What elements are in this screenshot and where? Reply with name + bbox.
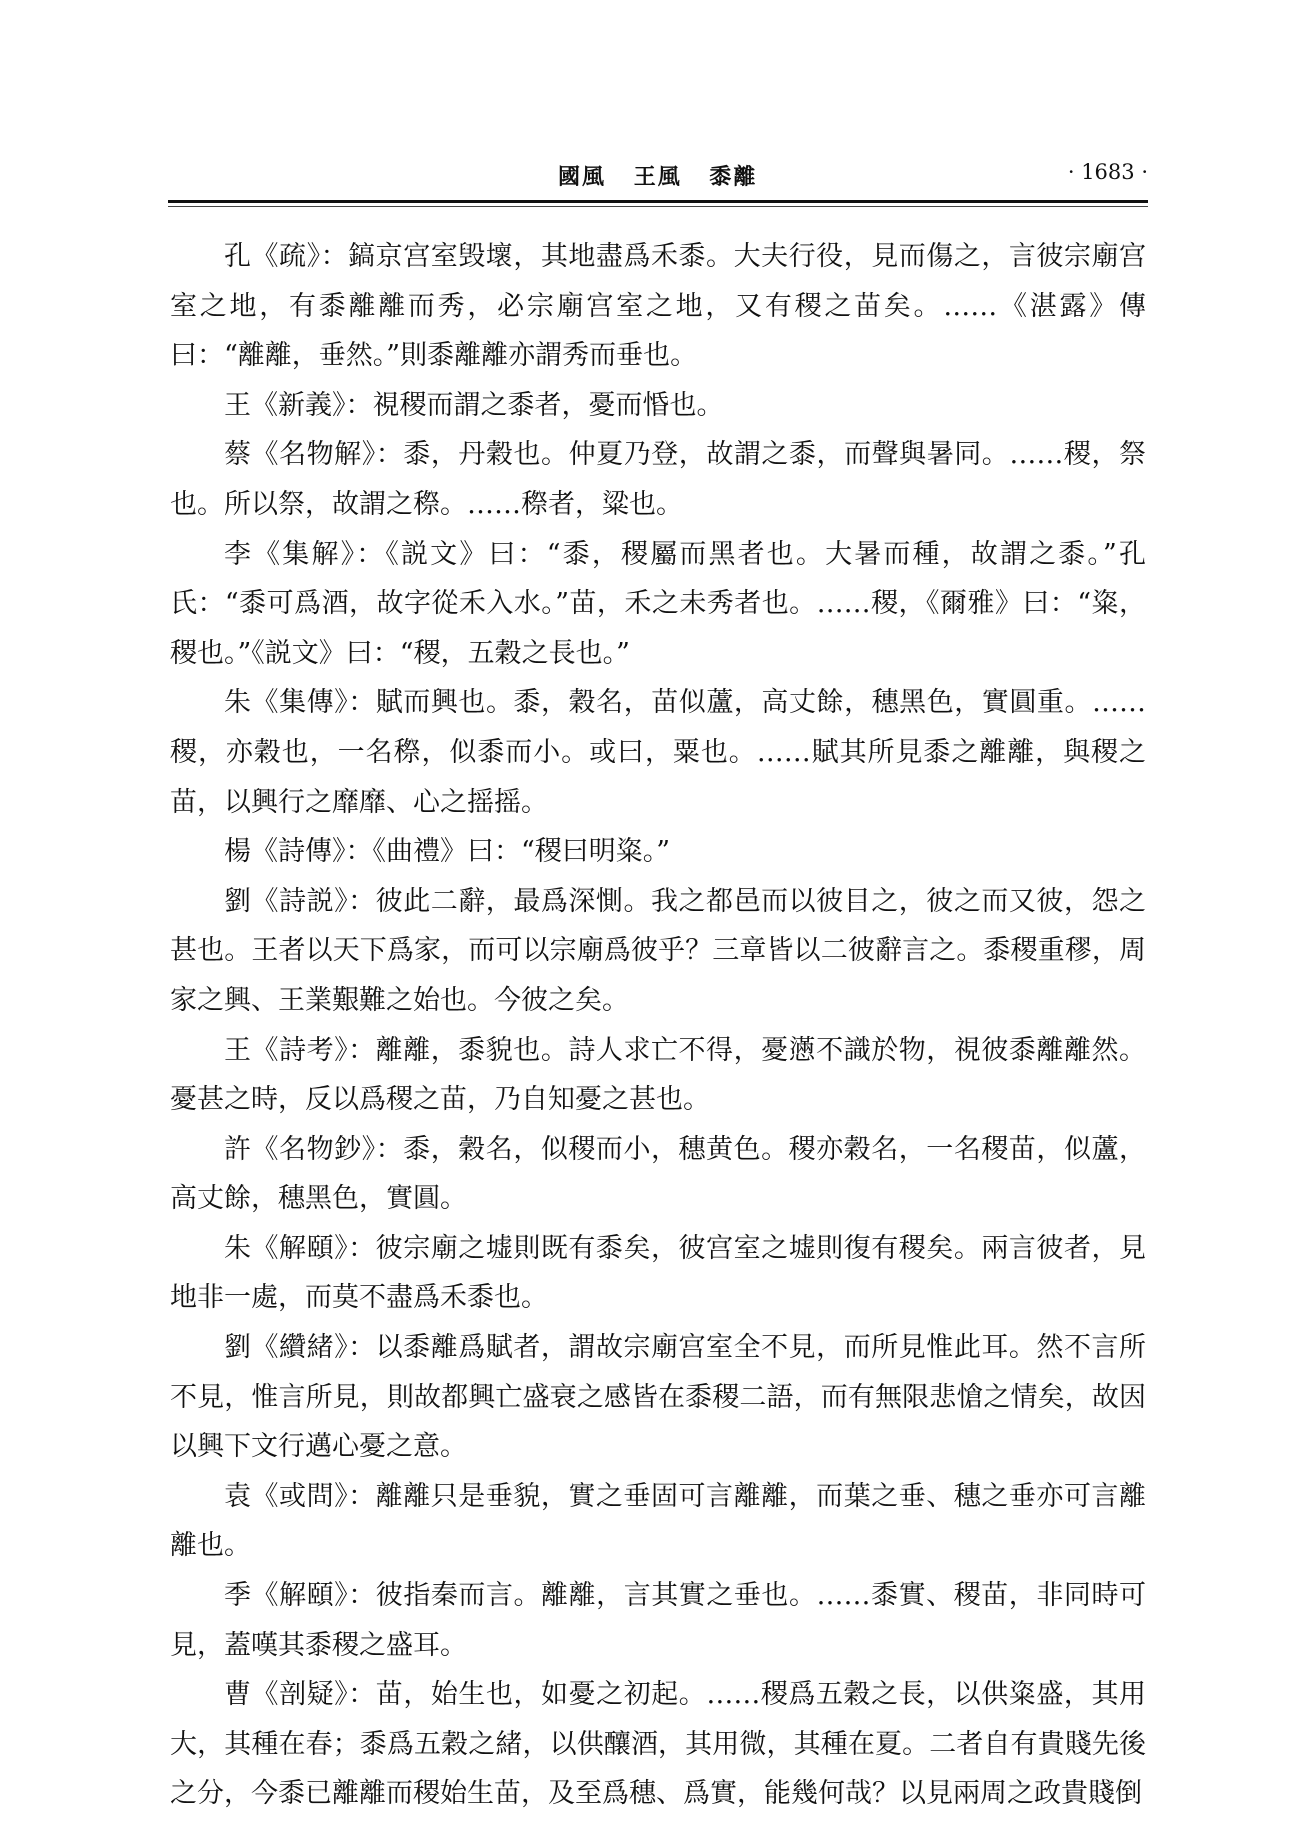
- commentary-paragraph: 王《詩考》：離離，黍貌也。詩人求亡不得，憂懣不識於物，視彼黍離離然。憂甚之時，反以爲稷之苗，乃自知憂之甚也。: [170, 1034, 1146, 1116]
- commentary-paragraph: 許《名物鈔》：黍，穀名，似稷而小，穗黄色。稷亦穀名，一名稷苗，似蘆，高丈餘，穗黑色，實圓。: [170, 1133, 1146, 1215]
- page-number: · 1683 ·: [1067, 160, 1148, 184]
- commentary-paragraph: 季《解頤》：彼指秦而言。離離，言其實之垂也。……黍實、稷苗，非同時可見，蓋嘆其黍稷之盛耳。: [170, 1580, 1146, 1661]
- commentary-paragraph: 蔡《名物解》：黍，丹穀也。仲夏乃登，故謂之黍，而聲與暑同。……稷，祭也。所以祭，故謂之穄。……穄者，粱也。: [170, 439, 1146, 520]
- commentary-paragraph: 楊《詩傳》：《曲禮》曰：“稷曰明粢。”: [224, 836, 671, 868]
- commentary-paragraph: 劉《詩説》：彼此二辭，最爲深惻。我之都邑而以彼目之，彼之而又彼，怨之甚也。王者以天下爲家，而可以宗廟爲彼乎？三章皆以二彼辭言之。黍稷重穋，周家之興、王業艱難之始也。今彼之矣。: [170, 885, 1146, 1016]
- commentary-paragraph: 劉《纘緒》：以黍離爲賦者，謂故宗廟宫室全不見，而所見惟此耳。然不言所不見，惟言所見，則故都興亡盛衰之感皆在黍稷二語，而有無限悲愴之情矣，故因以興下文行邁心憂之意。: [170, 1332, 1146, 1463]
- commentary-paragraph: 袁《或問》：離離只是垂貌，實之垂固可言離離，而葉之垂、穗之垂亦可言離離也。: [170, 1480, 1146, 1562]
- commentary-paragraph: 李《集解》：《説文》曰：“黍，稷屬而黑者也。大暑而種，故謂之黍。”孔氏：“黍可爲酒，故字從禾入水。”苗，禾之未秀者也。……稷，《爾雅》曰：“粢，稷也。”《説文》曰：“稷，五穀之長也。”: [170, 538, 1146, 669]
- commentary-paragraph: 朱《解頤》：彼宗廟之墟則既有黍矣，彼宫室之墟則復有稷矣。兩言彼者，見地非一處，而莫不盡爲禾黍也。: [170, 1232, 1146, 1314]
- commentary-paragraph: 孔《疏》：鎬京宫室毁壞，其地盡爲禾黍。大夫行役，見而傷之，言彼宗廟宫室之地，有黍離離而秀，必宗廟宫室之地，又有稷之苗矣。……《湛露》傳曰：“離離，垂然。”則黍離離亦謂秀而垂也。: [170, 241, 1146, 372]
- body-text: [170, 232, 1146, 1819]
- commentary-paragraph: 王《新義》：視稷而謂之黍者，憂而惛也。: [224, 389, 724, 421]
- running-title-part: 國風: [558, 164, 607, 190]
- header-rule: [168, 200, 1148, 203]
- header-rule-thin: [168, 206, 1148, 207]
- running-title: [558, 160, 775, 191]
- running-title-part: 黍離: [709, 164, 758, 190]
- page-header: [168, 160, 1148, 200]
- commentary-paragraph: 曹《剖疑》：苗，始生也，如憂之初起。……稷爲五穀之長，以供粢盛，其用大，其種在春；黍爲五穀之緒，以供釀酒，其用微，其種在夏。二者自有貴賤先後之分，今黍已離離而稷始生苗，及至爲穗、爲實，能幾何哉？以見兩周之政貴賤倒: [170, 1679, 1146, 1810]
- commentary-paragraph: 朱《集傳》：賦而興也。黍，穀名，苗似蘆，高丈餘，穗黑色，實圓重。……稷，亦穀也，一名穄，似黍而小。或曰，粟也。……賦其所見黍之離離，與稷之苗，以興行之靡靡、心之摇摇。: [170, 687, 1146, 818]
- running-title-part: 王風: [633, 164, 682, 190]
